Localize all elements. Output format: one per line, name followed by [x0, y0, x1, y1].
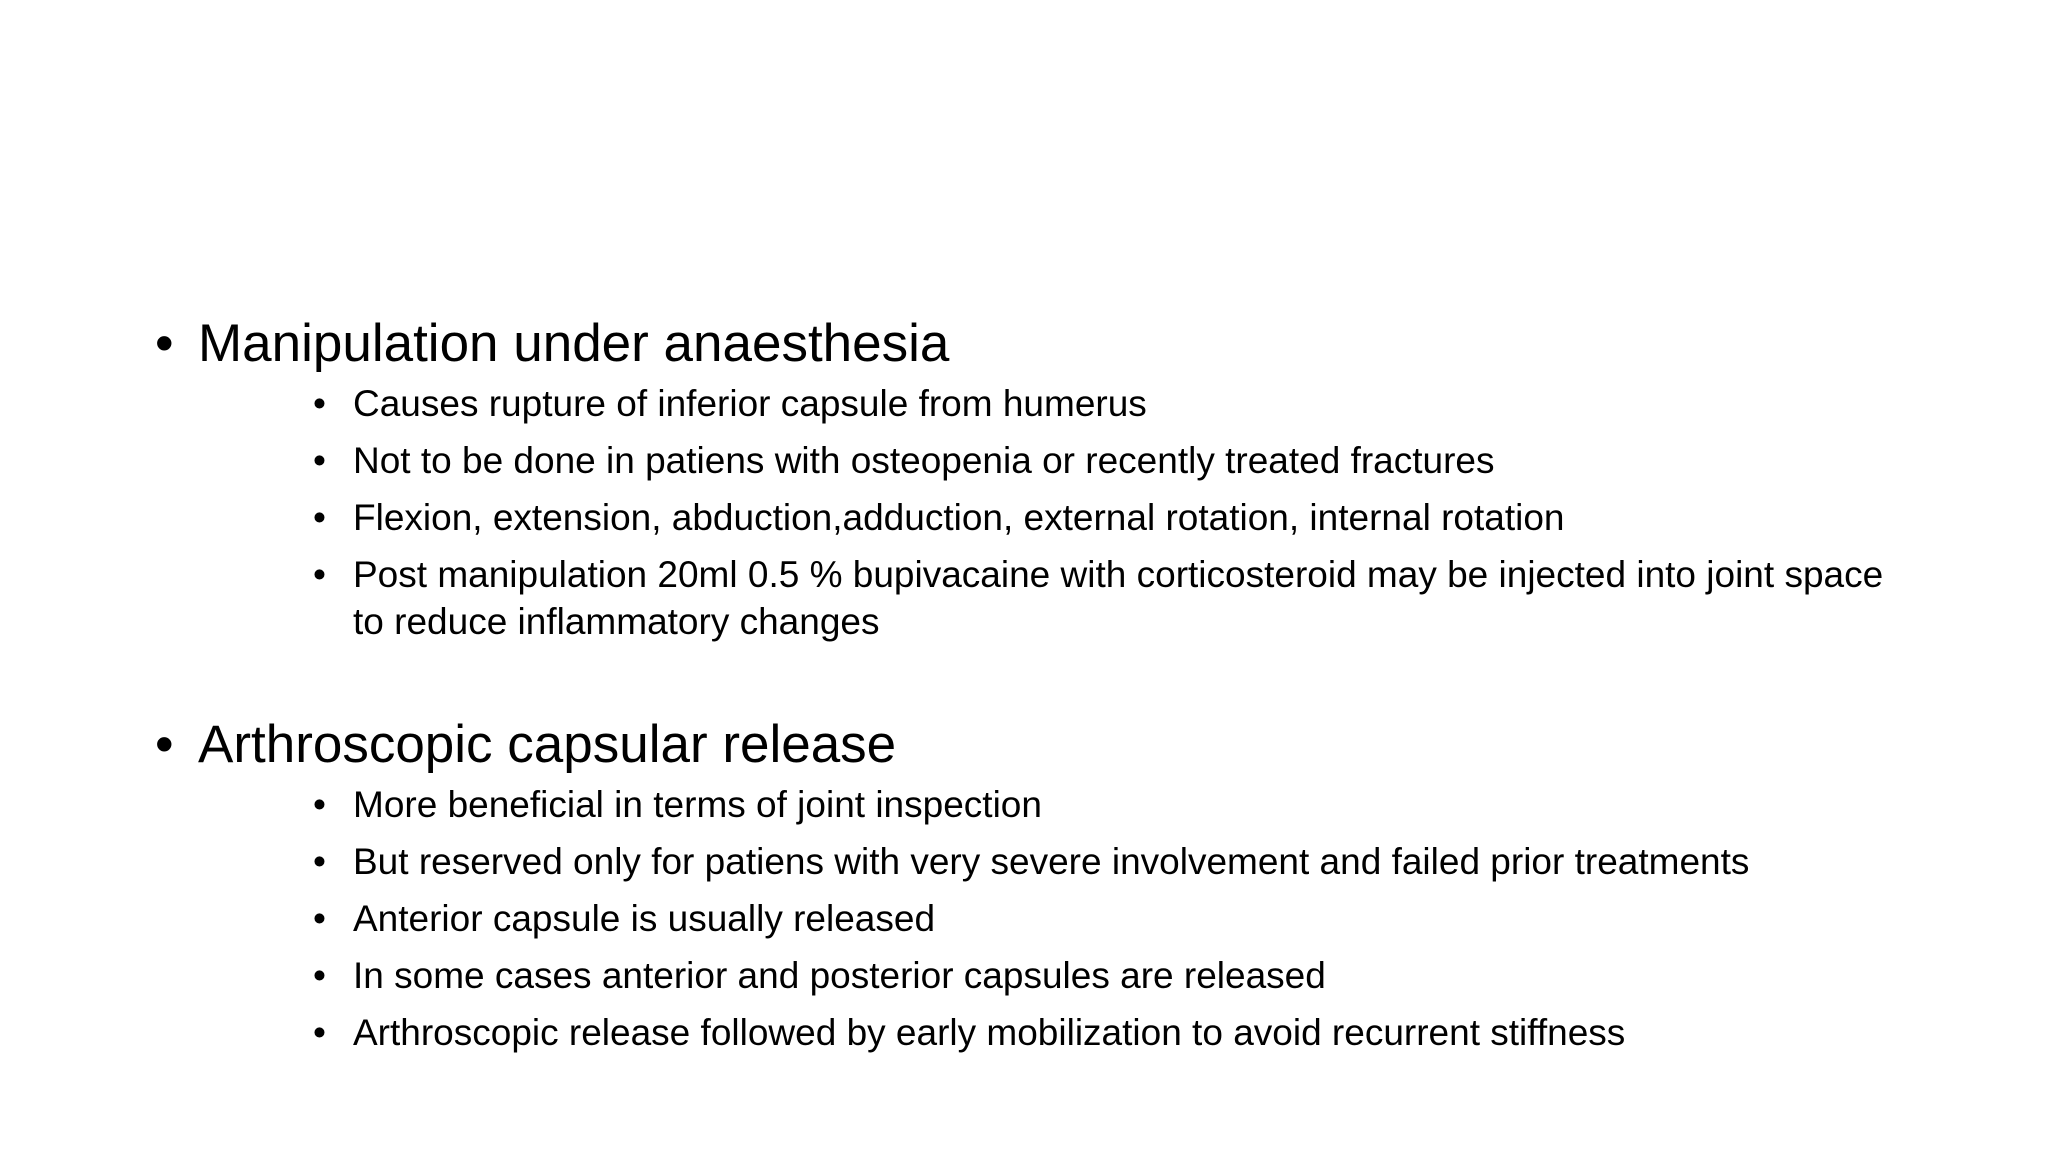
bullet-dot-icon: •: [313, 497, 326, 538]
sub-bullet-list: [155, 380, 1915, 645]
sub-bullet-list: [155, 781, 1915, 1056]
heading-text: Arthroscopic capsular release: [198, 715, 897, 774]
section-manipulation: [155, 312, 1915, 645]
bullet-dot-icon: •: [155, 314, 174, 373]
sub-bullet-text: Not to be done in patiens with osteopenia or recently treated fractures: [353, 440, 1495, 481]
bullet-dot-icon: •: [313, 440, 326, 481]
sub-bullet-text: Post manipulation 20ml 0.5 % bupivacaine with corticosteroid may be injected into joint space to reduce inflammatory changes: [353, 554, 1884, 642]
sub-bullet-item: [155, 781, 1915, 828]
sub-bullet-item: [155, 437, 1915, 484]
bullet-dot-icon: •: [313, 841, 326, 882]
sub-bullet-item: [155, 952, 1915, 999]
bullet-dot-icon: •: [313, 383, 326, 424]
sub-bullet-item: [155, 551, 1915, 645]
bullet-dot-icon: •: [313, 1012, 326, 1053]
bullet-dot-icon: •: [313, 898, 326, 939]
sub-bullet-text: In some cases anterior and posterior capsules are released: [353, 955, 1326, 996]
bullet-heading: [155, 312, 1915, 376]
bullet-dot-icon: •: [313, 784, 326, 825]
slide-content: [155, 312, 1915, 1066]
sub-bullet-text: Arthroscopic release followed by early mobilization to avoid recurrent stiffness: [353, 1012, 1626, 1053]
sub-bullet-text: Anterior capsule is usually released: [353, 898, 936, 939]
sub-bullet-text: Flexion, extension, abduction,adduction, external rotation, internal rotation: [353, 497, 1565, 538]
sub-bullet-text: More beneficial in terms of joint inspection: [353, 784, 1042, 825]
bullet-dot-icon: •: [313, 955, 326, 996]
section-arthroscopic: [155, 713, 1915, 1056]
bullet-dot-icon: •: [155, 715, 174, 774]
sub-bullet-text: But reserved only for patiens with very severe involvement and failed prior treatments: [353, 841, 1750, 882]
heading-text: Manipulation under anaesthesia: [198, 314, 950, 373]
sub-bullet-item: [155, 494, 1915, 541]
sub-bullet-item: [155, 895, 1915, 942]
sub-bullet-text: Causes rupture of inferior capsule from humerus: [353, 383, 1147, 424]
sub-bullet-item: [155, 380, 1915, 427]
bullet-heading: [155, 713, 1915, 777]
sub-bullet-item: [155, 1009, 1915, 1056]
bullet-dot-icon: •: [313, 554, 326, 595]
sub-bullet-item: [155, 838, 1915, 885]
